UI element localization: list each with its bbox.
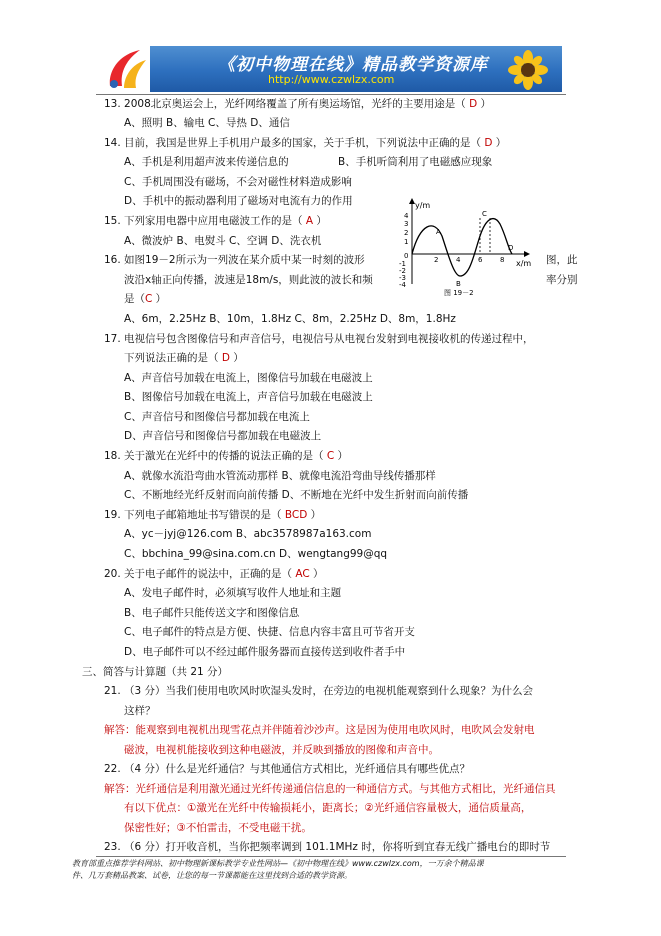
question-17-line2: 下列说法正确的是（ D ） — [124, 352, 244, 364]
question-22: 22. （4 分）什么是光纤通信？与其他通信方式相比，光纤通信具有哪些优点？ — [104, 763, 471, 775]
question-14: 14. 目前，我国是世界上手机用户最多的国家，关于手机，下列说法中正确的是（ D ） — [104, 137, 507, 149]
question-21-line2: 这样？ — [124, 705, 156, 717]
answer-22-line2: 有以下优点：①激光在光纤中传输损耗小，距离长；②光纤通信容量极大，通信质量高， — [124, 802, 532, 814]
answer-16: C — [145, 293, 153, 305]
header-banner — [100, 46, 562, 92]
y-tick: -1 — [399, 260, 406, 268]
figure-caption: 图 19－2 — [444, 289, 474, 296]
answer-20: AC — [295, 568, 310, 580]
question-17-line1: 17. 电视信号包含图像信号和声音信号，电视信号从电视台发射到电视接收机的传递过程中， — [104, 333, 534, 345]
answer-17: D — [221, 352, 230, 364]
question-18: 18. 关于激光在光纤中的传播的说法正确的是（ C ） — [104, 450, 349, 462]
options-19cd: C、bbchina_99@sina.com.cn D、wengtang99@qq — [124, 548, 388, 560]
option-14d: D、手机中的振动器利用了磁场对电流有力的作用 — [124, 195, 353, 207]
option-20a: A、发电子邮件时，必须填写收件人地址和主题 — [124, 587, 342, 599]
question-23: 23. （6 分）打开收音机，当你把频率调到 101.1MHz 时，你将听到宜春无线广播电台的即时节 — [104, 841, 551, 853]
answer-14: D — [484, 137, 493, 149]
x-tick: 4 — [456, 256, 461, 264]
footer-line1: 教育部重点推荐学科网站、初中物理新课标教学专业性网站—《初中物理在线》www.czwlzx.com，一万余个精品课 — [72, 859, 484, 868]
question-13: 13. 2008北京奥运会上，光纤网络覆盖了所有奥运场馆，光纤的主要用途是（ D ） — [104, 98, 492, 110]
options-19ab: A、yc－jyj@126.com B、abc3578987a163.com — [124, 528, 372, 540]
footer-divider — [96, 856, 566, 857]
y-tick: 1 — [404, 238, 409, 246]
option-17b: B、图像信号加载在电流上，声音信号加载在电磁波上 — [124, 391, 373, 403]
option-14a: A、手机是利用超声波来传递信息的 — [124, 156, 289, 168]
y-tick: 3 — [404, 220, 409, 228]
option-17c: C、声音信号和图像信号都加载在电流上 — [124, 411, 310, 423]
sunflower-icon — [500, 50, 556, 92]
site-url[interactable]: http://www.czwlzx.com — [268, 73, 395, 86]
point-label: D — [508, 244, 514, 252]
option-17a: A、声音信号加载在电流上，图像信号加载在电磁波上 — [124, 372, 373, 384]
option-17d: D、声音信号和图像信号都加载在电磁波上 — [124, 430, 322, 442]
question-21-line1: 21. （3 分）当我们使用电吹风时吹湿头发时，在旁边的电视机能观察到什么现象？为什么会 — [104, 685, 534, 697]
wave-curve — [412, 219, 512, 276]
answer-13: D — [469, 98, 478, 110]
options-15: A、微波炉 B、电熨斗 C、空调 D、洗衣机 — [124, 235, 322, 247]
question-16-line2: 波沿x轴正向传播，波速是18m/s，则此波的波长和频 — [124, 274, 373, 286]
point-label: A — [436, 228, 441, 236]
answer-21-line2: 磁波，电视机能接收到这种电磁波，并反映到播放的图像和声音中。 — [124, 744, 439, 756]
y-axis-label: y/m — [415, 201, 431, 210]
wave-graph — [398, 196, 540, 296]
logo — [100, 46, 150, 92]
header-divider — [96, 94, 566, 95]
question-16-line3: 是（C ） — [124, 293, 167, 305]
question-16-line1-end: 图，此 — [546, 254, 578, 266]
option-20b: B、电子邮件只能传送文字和图像信息 — [124, 607, 300, 619]
y-tick: 0 — [404, 252, 409, 260]
section-heading: 三、简答与计算题（共 21 分） — [82, 666, 229, 678]
options-18ab: A、就像水流沿弯曲水管流动那样 B、就像电流沿弯曲导线传播那样 — [124, 470, 436, 482]
answer-19: BCD — [284, 509, 308, 521]
point-label: B — [456, 280, 461, 288]
question-19: 19. 下列电子邮箱地址书写错误的是（ BCD ） — [104, 509, 322, 521]
option-20c: C、电子邮件的特点是方便、快捷、信息内容丰富且可节省开支 — [124, 626, 415, 638]
y-tick: -4 — [399, 281, 406, 289]
x-axis-label: x/m — [516, 259, 532, 268]
options-18cd: C、不断地经光纤反射而向前传播 D、不断地在光纤中发生折射而向前传播 — [124, 489, 469, 501]
question-15: 15. 下列家用电器中应用电磁波工作的是（ A ） — [104, 215, 327, 227]
option-20d: D、电子邮件可以不经过邮件服务器而直接传送到收件者手中 — [124, 646, 406, 658]
option-14c: C、手机周围没有磁场，不会对磁性材料造成影响 — [124, 176, 352, 188]
x-tick: 2 — [434, 256, 439, 264]
question-16-line2-end: 率分别 — [546, 274, 578, 286]
answer-21-line1: 解答：能观察到电视机出现雪花点并伴随着沙沙声。这是因为使用电吹风时，电吹风会发射电 — [104, 724, 535, 736]
options-13: A、照明 B、输电 C、导热 D、通信 — [124, 117, 290, 129]
option-14b: B、手机听筒利用了电磁感应现象 — [338, 156, 493, 168]
site-title: 《初中物理在线》精品教学资源库 — [218, 55, 488, 75]
y-tick: -3 — [399, 274, 406, 282]
footer-line2: 件、几万套精品教案、试卷，让您的每一节课都能在这里找到合适的教学资源。 — [72, 871, 352, 880]
y-tick: -2 — [399, 267, 406, 275]
y-tick: 4 — [404, 212, 409, 220]
question-20: 20. 关于电子邮件的说法中，正确的是（ AC ） — [104, 568, 324, 580]
x-tick: 6 — [478, 256, 483, 264]
y-tick: 2 — [404, 229, 409, 237]
x-tick: 8 — [500, 256, 505, 264]
options-16: A、6m，2.25Hz B、10m，1.8Hz C、8m，2.25Hz D、8m，1.8Hz — [124, 313, 456, 325]
question-16-line1: 16. 如图19－2所示为一列波在某介质中某一时刻的波形 — [104, 254, 365, 266]
answer-15: A — [305, 215, 314, 227]
answer-22-line3: 保密性好；③不怕雷击，不受电磁干扰。 — [124, 822, 312, 834]
answer-18: C — [326, 450, 335, 462]
wave-figure — [398, 196, 540, 296]
answer-22-line1: 解答：光纤通信是利用激光通过光纤传递通信信息的一种通信方式。与其他方式相比，光纤通信具 — [104, 783, 556, 795]
point-label: C — [482, 210, 487, 218]
